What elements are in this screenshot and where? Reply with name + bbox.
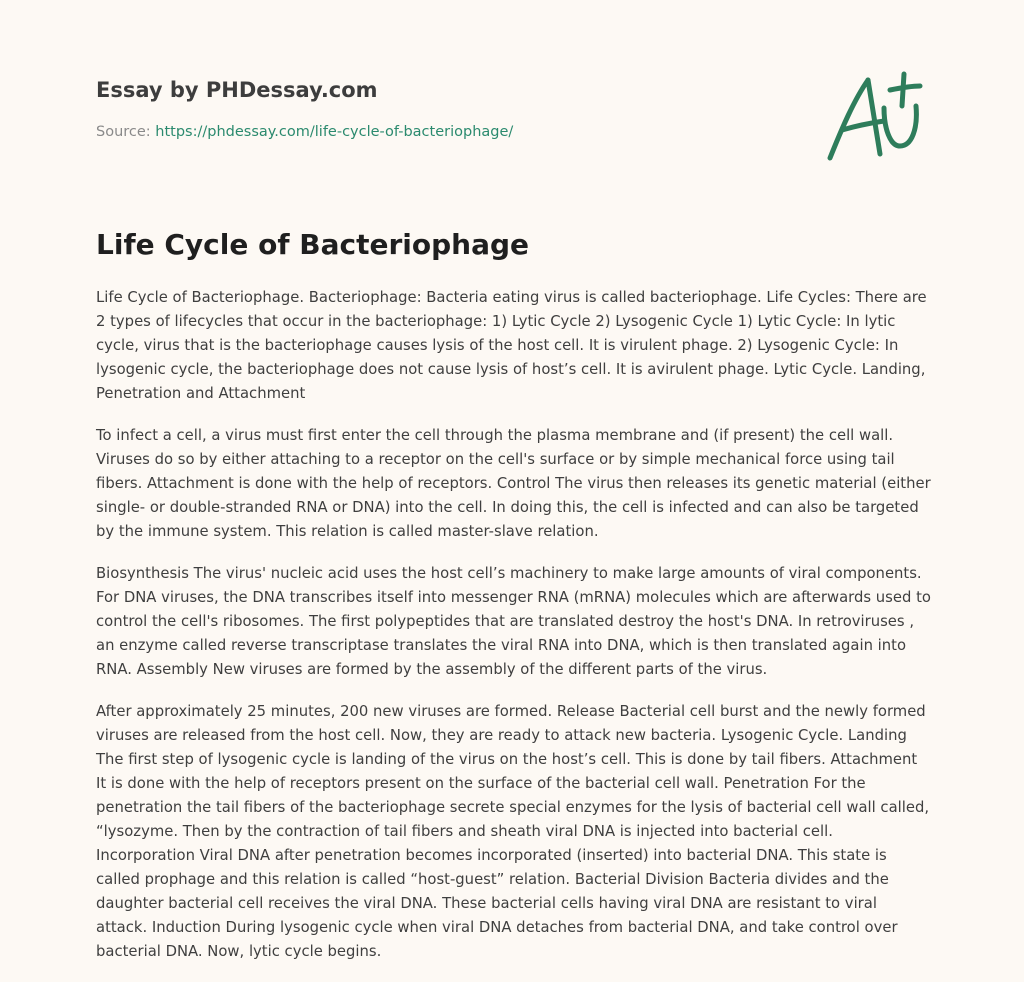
source-link[interactable]: https://phdessay.com/life-cycle-of-bacteriophage/ [155,124,514,140]
source-label: Source: [96,124,156,140]
essay-title: Life Cycle of Bacteriophage [96,228,530,261]
a-plus-logo-icon [820,66,930,166]
source-line [96,122,796,142]
essay-content [96,226,932,982]
a-plus-logo-svg [820,66,930,166]
essay-paragraph: To infect a cell, a virus must first enter the cell through the plasma membrane and (if present) the cell wall. Viruses do so by either attaching to a receptor on the cell's surface or by simple mechanical force using tail fibers. Attachment is done with the help of receptors. Control The virus then releases its genetic material (either single- or double-stranded RNA or DNA) into the cell. In doing this, the cell is infected and can also be targeted by the immune system. This relation is called master-slave relation. [96,427,931,540]
essay-paragraph: Biosynthesis The virus' nucleic acid uses the host cell’s machinery to make large amounts of viral components. For DNA viruses, the DNA transcribes itself into messenger RNA (mRNA) molecules which are afterwards used to control the cell's ribosomes. The first polypeptides that are translated destroy the host's DNA. In retroviruses , an enzyme called reverse transcriptase translates the viral RNA into DNA, which is then translated again into RNA. Assembly New viruses are formed by the assembly of the different parts of the virus. [96,565,931,678]
site-title: Essay by PHDessay.com [96,78,378,102]
essay-paragraph: After approximately 25 minutes, 200 new viruses are formed. Release Bacterial cell burst and the newly formed viruses are released from the host cell. Now, they are ready to attack new bacteria. Lysogenic Cycle. Landing The first step of lysogenic cycle is landing of the virus on the host’s cell. This is done by tail fibers. Attachment It is done with the help of receptors present on the surface of the bacterial cell wall. Penetration For the penetration the tail fibers of the bacteriophage secrete special enzymes for the lysis of bacterial cell wall called, “lysozyme. Then by the contraction of tail fibers and sheath viral DNA is injected into bacterial cell. Incorporation Viral DNA after penetration becomes incorporated (inserted) into bacterial DNA. This state is called prophage and this relation is called “host-guest” relation. Bacterial Division Bacteria divides and the daughter bacterial cell receives the viral DNA. These bacterial cells having viral DNA are resistant to viral attack. Induction During lysogenic cycle when viral DNA detaches from bacterial DNA, and take control over bacterial DNA. Now, lytic cycle begins. [96,703,930,960]
page-header [96,76,796,142]
essay-paragraph: Life Cycle of Bacteriophage. Bacteriophage: Bacteria eating virus is called bacteriophage. Life Cycles: There are 2 types of lifecycles that occur in the bacteriophage: 1) Lytic Cycle 2) Lysogenic Cycle 1) Lytic Cycle: In lytic cycle, virus that is the bacteriophage causes lysis of the host cell. It is virulent phage. 2) Lysogenic Cycle: In lysogenic cycle, the bacteriophage does not cause lysis of host’s cell. It is avirulent phage. Lytic Cycle. Landing, Penetration and Attachment [96,289,927,402]
